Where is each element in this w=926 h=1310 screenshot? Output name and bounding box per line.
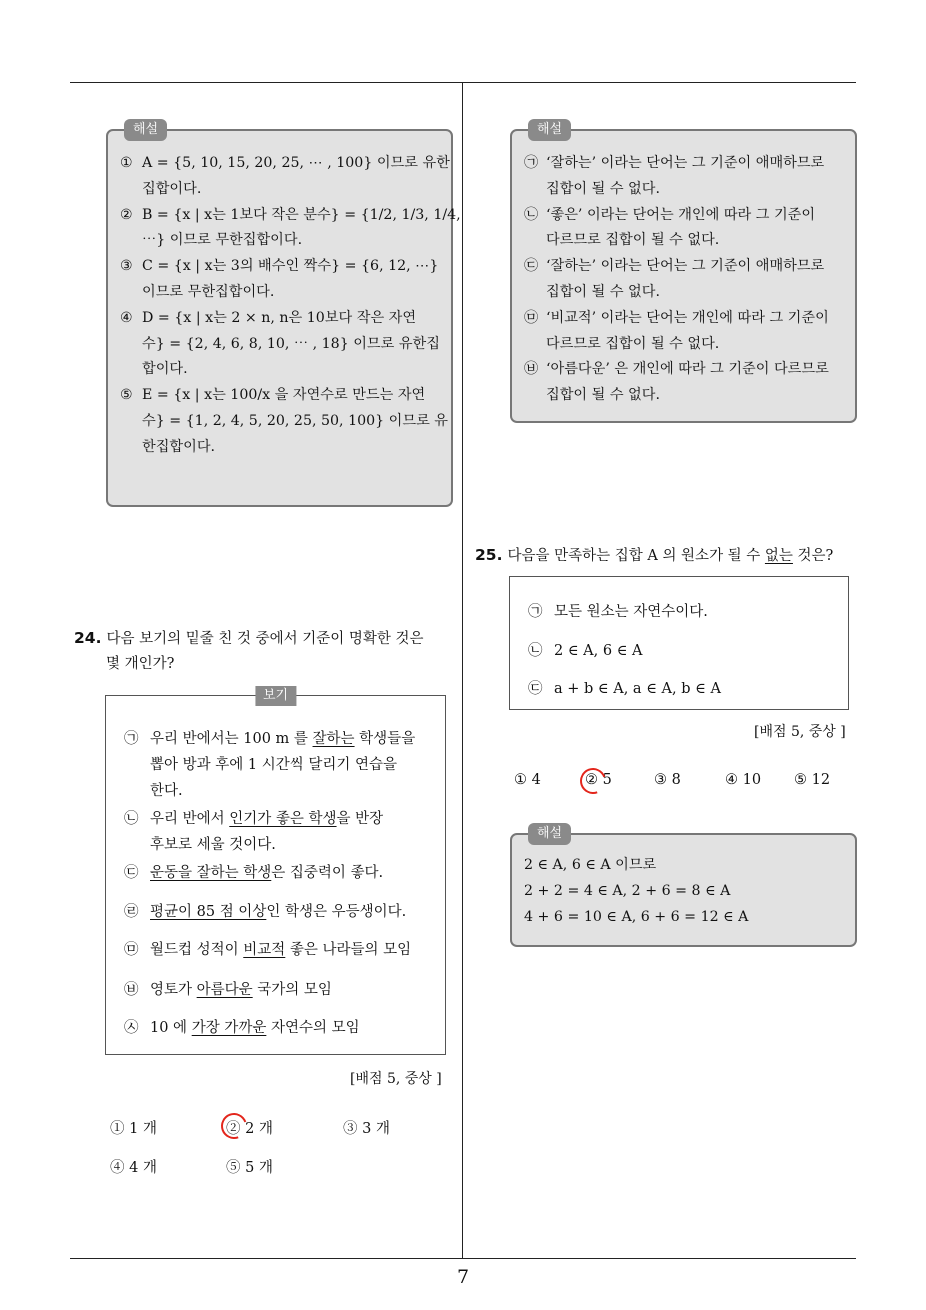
q24-choice-5[interactable]: ⑤ 5 개 [226,1160,273,1176]
q25-score: [배점 5, 중상 ] [754,724,846,740]
bogi-item: ㉦ 10 에 가장 가까운 자연수의 모임 [124,1020,360,1036]
solution-line: ㉠ ‘잘하는’ 이라는 단어는 그 기준이 애매하므로 [524,155,825,171]
solution-line: ㉢ ‘잘하는’ 이라는 단어는 그 기준이 애매하므로 [524,258,825,275]
condition-item: ㉡ 2 ∈ A, 6 ∈ A [528,643,643,659]
solution-line: 합이다. [142,361,188,378]
solution-line: 2 + 2 = 4 ∈ A, 2 + 6 = 8 ∈ A [524,882,731,899]
bogi-item: ㉠ 우리 반에서는 100 m 를 잘하는 학생들을 [124,731,416,747]
bogi-item: 한다. [150,783,183,799]
q25-choice-5[interactable]: ⑤ 12 [794,772,831,788]
solution-line: 한집합이다. [142,438,216,455]
solution-line: 다르므로 집합이 될 수 없다. [546,232,720,249]
condition-item: ㉠ 모든 원소는 자연수이다. [528,604,708,620]
solution-line: 집합이 될 수 없다. [546,283,660,300]
bogi-item: 뽑아 방과 후에 1 시간씩 달리기 연습을 [150,757,397,773]
q24-choice-3[interactable]: ③ 3 개 [343,1121,390,1137]
solution-line: 수} = {1, 2, 4, 5, 20, 25, 50, 100} 이므로 유 [142,412,449,429]
q25-condition-box [509,576,849,710]
solution-line: ⑤ E = {x | x는 100/x 을 자연수로 만드는 자연 [120,387,426,404]
solution-line: 집합이 될 수 없다. [546,180,660,197]
solution-line: ㉤ ‘비교적’ 이라는 단어는 개인에 따라 그 기준이 [524,309,829,326]
solution-line: ㉥ ‘아름다운’ 은 개인에 따라 그 기준이 다르므로 [524,361,829,378]
page-number: 7 [456,1266,470,1288]
q25-number: 25. [475,546,503,564]
q25-choice-3[interactable]: ③ 8 [654,772,681,788]
bogi-item: 후보로 세울 것이다. [150,837,276,853]
solution-line: ③ C = {x | x는 3의 배수인 짝수} = {6, 12, ⋯} [120,258,439,275]
condition-item: ㉢ a + b ∈ A, a ∈ A, b ∈ A [528,681,721,697]
solution-line: ⋯} 이므로 무한집합이다. [142,232,303,249]
solution-line: ㉡ ‘좋은’ 이라는 단어는 개인에 따라 그 기준이 [524,206,816,223]
solution-line: 2 ∈ A, 6 ∈ A 이므로 [524,857,657,873]
solution-line: 집합이다. [142,180,202,197]
solution-line: ④ D = {x | x는 2 × n, n은 10보다 작은 자연 [120,309,417,326]
q25-solution-box [510,826,857,947]
q24-number: 24. [74,629,102,647]
solution-line: 4 + 6 = 10 ∈ A, 6 + 6 = 12 ∈ A [524,908,749,925]
right-solution-box [510,122,857,423]
bogi-item: ㉥ 영토가 아름다운 국가의 모임 [124,982,332,998]
q25-choice-1[interactable]: ① 4 [514,772,541,788]
top-rule [70,82,856,83]
q25-choice-2[interactable]: ② 5 [585,772,612,788]
solution-line: 이므로 무한집합이다. [142,283,275,300]
solution-tag: 해설 [528,823,571,845]
q25-question: 25. 다음을 만족하는 집합 A 의 원소가 될 수 없는 것은? [475,546,834,564]
solution-tag: 해설 [124,119,167,141]
left-solution-box [106,122,461,507]
solution-line: 수} = {2, 4, 6, 8, 10, ⋯ , 18} 이므로 유한집 [142,335,440,352]
q24-choice-2[interactable]: ② 2 개 [226,1121,273,1137]
solution-line: 집합이 될 수 없다. [546,387,660,404]
bottom-rule [70,1258,856,1259]
q25-choice-4[interactable]: ④ 10 [725,772,762,788]
bogi-item: ㉤ 월드컵 성적이 비교적 좋은 나라들의 모임 [124,942,412,958]
solution-line: 다르므로 집합이 될 수 없다. [546,335,720,352]
bogi-tag: 보기 [255,686,296,706]
q24-question: 24. 다음 보기의 밑줄 친 것 중에서 기준이 명확한 것은 몇 개인가? [74,629,424,672]
column-divider [462,83,463,1258]
bogi-item: ㉣ 평균이 85 점 이상인 학생은 우등생이다. [124,904,407,920]
solution-line: ② B = {x | x는 1보다 작은 분수} = {1/2, 1/3, 1/4, [120,206,461,223]
answer-mark [217,1109,252,1144]
q24-choice-4[interactable]: ④ 4 개 [110,1160,157,1176]
q24-bogi-box [105,688,446,1055]
bogi-item: ㉢ 운동을 잘하는 학생은 집중력이 좋다. [124,865,384,881]
q24-choice-1[interactable]: ① 1 개 [110,1121,157,1137]
q24-score: [배점 5, 중상 ] [350,1071,442,1087]
answer-mark [576,764,611,799]
solution-line: ① A = {5, 10, 15, 20, 25, ⋯ , 100} 이므로 유한 [120,155,450,171]
solution-tag: 해설 [528,119,571,141]
bogi-item: ㉡ 우리 반에서 인기가 좋은 학생을 반장 [124,811,384,827]
